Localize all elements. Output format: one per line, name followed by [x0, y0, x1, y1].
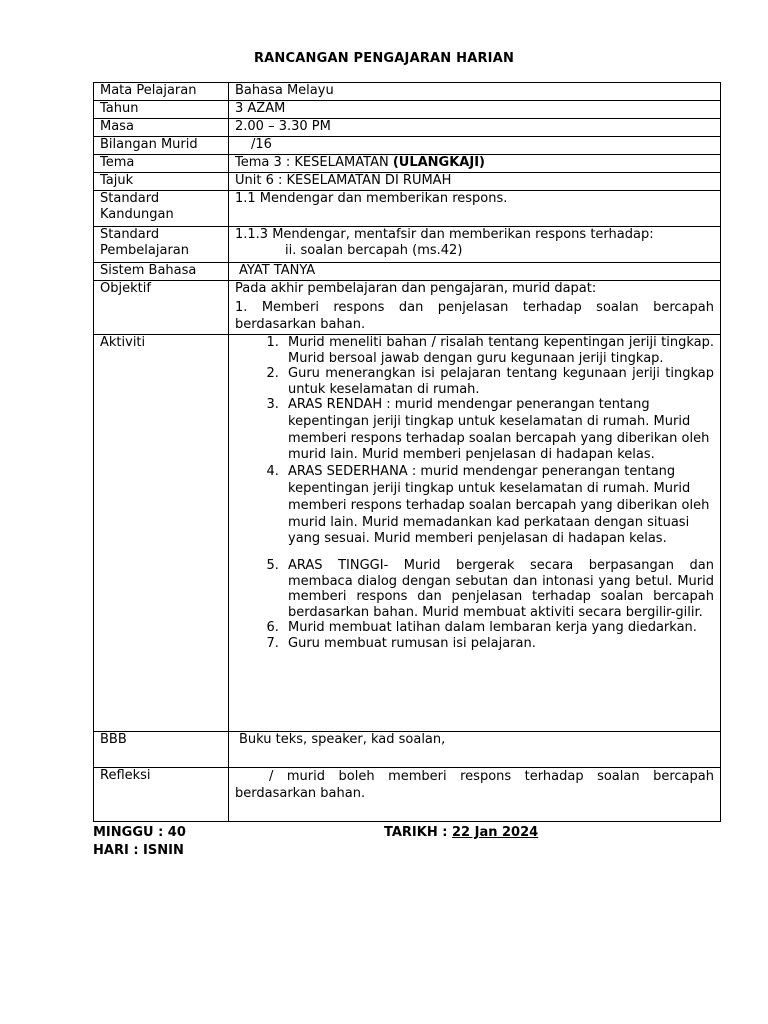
tema-text: Tema 3 : KESELAMATAN: [235, 155, 393, 170]
aktiviti-item: 3. ARAS RENDAH : murid mendengar penerangan tentang kepentingan jeriji tingkap untuk keselamatan di rumah. Murid memberi respons terhadap soalan bercapah yang diberikan oleh murid lain. Murid memberi penjelasan di hadapan kelas.: [283, 397, 714, 464]
value-objektif: [229, 281, 721, 335]
label-mata-pelajaran: Mata Pelajaran: [94, 83, 229, 101]
row-tajuk: [94, 173, 721, 191]
row-bbb: [94, 732, 721, 768]
row-mata-pelajaran: [94, 83, 721, 101]
label-standard-kandungan-line2: Kandungan: [100, 207, 174, 222]
row-refleksi: [94, 768, 721, 822]
value-mata-pelajaran: Bahasa Melayu: [229, 83, 721, 101]
aktiviti-item: 2. Guru menerangkan isi pelajaran tentang kegunaan jeriji tingkap untuk keselamatan di rumah.: [283, 366, 714, 397]
tarikh-label: TARIKH :: [384, 825, 452, 840]
value-aktiviti: [229, 335, 721, 732]
label-standard-pembelajaran-line1: Standard: [100, 227, 160, 242]
value-tahun: 3 AZAM: [229, 101, 721, 119]
label-bbb: BBB: [94, 732, 229, 768]
value-bilangan-murid: [229, 137, 721, 155]
minggu-text: MINGGU : 40: [93, 825, 186, 840]
label-standard-pembelajaran: [94, 227, 229, 263]
label-aktiviti: Aktiviti: [94, 335, 229, 732]
label-standard-kandungan-line1: Standard: [100, 191, 160, 206]
row-aktiviti: [94, 335, 721, 732]
row-masa: [94, 119, 721, 137]
tema-bold-text: (ULANGKAJI): [392, 155, 485, 170]
value-standard-pembelajaran: [229, 227, 721, 263]
label-objektif: Objektif: [94, 281, 229, 335]
label-standard-kandungan: [94, 191, 229, 227]
aktiviti-item: 6. Murid membuat latihan dalam lembaran kerja yang diedarkan.: [283, 620, 714, 636]
row-standard-kandungan: [94, 191, 721, 227]
page-title: RANCANGAN PENGAJARAN HARIAN: [253, 51, 515, 66]
objektif-item: 1. Memberi respons dan penjelasan terhadap soalan bercapah berdasarkan bahan.: [235, 300, 714, 332]
value-refleksi: [229, 768, 721, 822]
value-masa: 2.00 – 3.30 PM: [229, 119, 721, 137]
label-sistem-bahasa: Sistem Bahasa: [94, 263, 229, 281]
label-tajuk: Tajuk: [94, 173, 229, 191]
row-bilangan-murid: [94, 137, 721, 155]
lesson-plan-table: [93, 82, 721, 822]
value-tajuk: Unit 6 : KESELAMATAN DI RUMAH: [229, 173, 721, 191]
standard-pembelajaran-line1: 1.1.3 Mendengar, mentafsir dan memberikan respons terhadap:: [235, 227, 654, 242]
row-sistem-bahasa: [94, 263, 721, 281]
tarikh: [384, 825, 538, 840]
label-tahun: Tahun: [94, 101, 229, 119]
label-masa: Masa: [94, 119, 229, 137]
hari-text: HARI : ISNIN: [93, 843, 184, 858]
refleksi-text: / murid boleh memberi respons terhadap soalan bercapah berdasarkan bahan.: [235, 769, 714, 801]
aktiviti-list: [235, 335, 714, 651]
tarikh-value: 22 Jan 2024: [451, 825, 539, 840]
aktiviti-item: 1. Murid meneliti bahan / risalah tentang kepentingan jeriji tingkap. Murid bersoal jawab dengan guru kegunaan jeriji tingkap.: [283, 335, 714, 366]
row-standard-pembelajaran: [94, 227, 721, 263]
row-tahun: [94, 101, 721, 119]
row-tema: [94, 155, 721, 173]
objektif-intro: Pada akhir pembelajaran dan pengajaran, murid dapat:: [235, 281, 597, 296]
label-refleksi: Refleksi: [94, 768, 229, 822]
label-standard-pembelajaran-line2: Pembelajaran: [100, 243, 189, 258]
bbb-text: Buku teks, speaker, kad soalan,: [239, 732, 446, 747]
aktiviti-item: 4. ARAS SEDERHANA : murid mendengar penerangan tentang kepentingan jeriji tingkap untuk keselamatan di rumah. Murid memberi respons terhadap soalan bercapah yang diberikan oleh murid lain. Murid memadankan kad perkataan dengan situasi yang sesuai. Murid memberi penjelasan di hadapan kelas.: [283, 464, 714, 548]
aktiviti-item: 5. ARAS TINGGI- Murid bergerak secara berpasangan dan membaca dialog dengan sebutan dan intonasi yang betul. Murid memberi respons dan penjelasan terhadap soalan bercapah berdasarkan bahan. Murid membuat aktiviti secara bergilir-gilir.: [283, 558, 714, 620]
value-tema: [229, 155, 721, 173]
label-tema: Tema: [94, 155, 229, 173]
value-bbb: [229, 732, 721, 768]
value-sistem-bahasa: [229, 263, 721, 281]
standard-pembelajaran-line2: ii. soalan bercapah (ms.42): [285, 243, 463, 258]
aktiviti-item: 7. Guru membuat rumusan isi pelajaran.: [283, 636, 714, 652]
value-standard-kandungan: 1.1 Mendengar dan memberikan respons.: [229, 191, 721, 227]
bilangan-murid-text: /16: [251, 137, 272, 152]
label-bilangan-murid: Bilangan Murid: [94, 137, 229, 155]
row-objektif: [94, 281, 721, 335]
sistem-bahasa-text: AYAT TANYA: [239, 263, 316, 278]
